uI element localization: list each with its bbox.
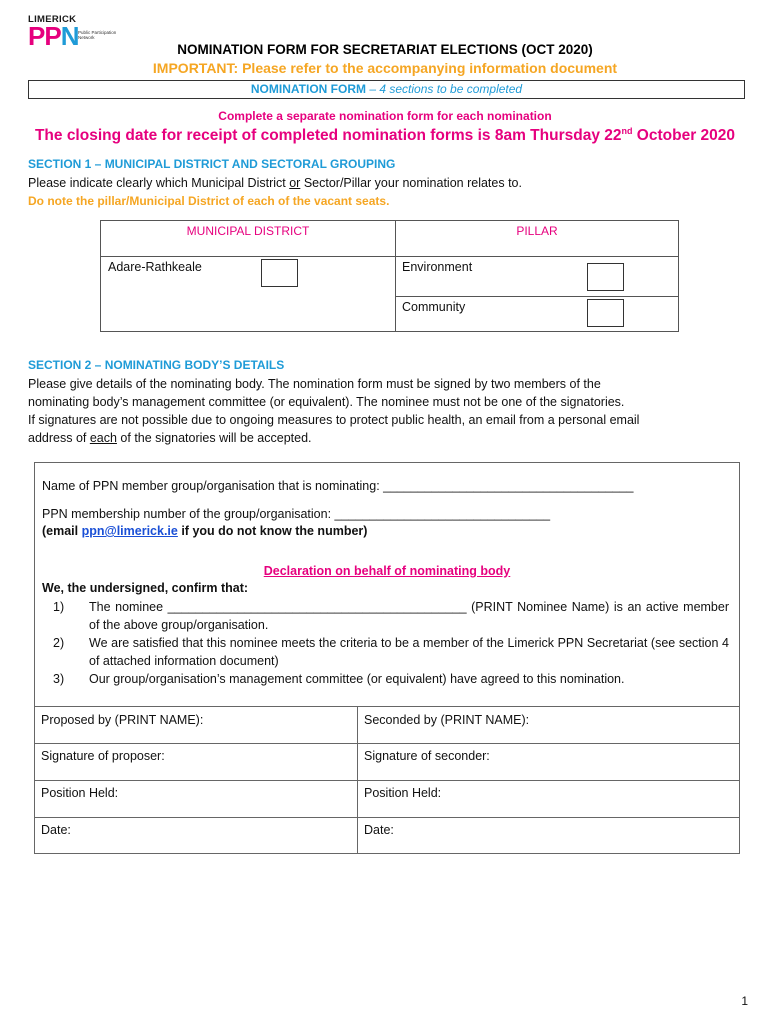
section2-p4-each: each [89,431,117,445]
logo-limerick-text: LIMERICK [28,14,77,25]
group-name-field[interactable]: Name of PPN member group/organisation that is nominating: ____________________________________ [42,479,634,493]
section2-p4-post: of the signatories will be accepted. [116,431,312,445]
declaration-item [53,670,729,688]
section2-para-line4 [28,429,312,447]
logo-tagline: Public Participation Network [78,30,117,40]
confirm-statement: We, the undersigned, confirm that: [42,581,249,595]
nomination-form-label: NOMINATION FORM [250,82,366,96]
proposer-position-field[interactable]: Position Held: [41,786,119,800]
section2-p4-pre: address of [28,431,90,445]
email-note [42,524,367,538]
email-link[interactable]: ppn@limerick.ie [81,524,178,538]
item-number: 2) [53,636,65,650]
district-checkbox[interactable] [261,259,298,287]
seconded-by-field[interactable]: Seconded by (PRINT NAME): [364,713,530,727]
seconder-date-field[interactable]: Date: [364,823,394,837]
table-divider [35,780,739,781]
page-number: 1 [741,994,748,1008]
district-pillar-table [100,220,679,332]
separate-form-note: Complete a separate nomination form for each nomination [218,109,552,123]
item-text: Our group/organisation’s management committee (or equivalent) have agreed to this nomination. [89,672,625,686]
section1-heading: SECTION 1 – MUNICIPAL DISTRICT AND SECTORAL GROUPING [28,157,396,171]
declaration-item [53,598,729,634]
column-header-district: MUNICIPAL DISTRICT [186,224,310,238]
declaration-item [53,634,729,670]
environment-checkbox[interactable] [587,263,624,291]
item-text[interactable]: The nominee ___________________________________________ (PRINT Nominee Name) is an active member of the above group/organisation. [89,600,729,632]
membership-number-field[interactable]: PPN membership number of the group/organisation: _______________________________ [42,507,551,521]
logo-ppn-n: N [60,21,79,51]
proposer-date-field[interactable]: Date: [41,823,71,837]
sections-note: 4 sections to be completed [379,82,523,96]
section1-instr-or: or [289,176,301,190]
signature-table [35,706,739,854]
closing-date-suffix: nd [621,126,633,136]
item-text: We are satisfied that this nominee meets the criteria to be a member of the Limerick PPN Secretariat (see section 4 of attached information document) [89,636,729,668]
closing-date [0,126,770,145]
pillar-environment: Environment [402,260,473,274]
item-number: 3) [53,672,65,686]
logo-ppn-p: PP [28,21,61,51]
closing-date-text: The closing date for receipt of completed nomination forms is 8am Thursday 22 [34,127,622,144]
section2-para-line3: If signatures are not possible due to ongoing measures to protect public health, an email from a personal email [28,413,640,427]
declaration-title: Declaration on behalf of nominating body [263,564,511,578]
section1-instructions [28,174,522,192]
nomination-form-banner [28,80,745,99]
community-checkbox[interactable] [587,299,624,327]
nominating-body-box [34,462,740,854]
section1-instr-pre: Please indicate clearly which Municipal District [28,176,290,190]
section1-instr-post: Sector/Pillar your nomination relates to. [300,176,522,190]
column-header-pillar: PILLAR [516,224,558,238]
section2-para-line2: nominating body’s management committee (or equivalent). The nominee must not be one of the signatories. [28,395,625,409]
banner-separator: – [366,82,380,96]
section2-heading: SECTION 2 – NOMINATING BODY’S DETAILS [28,358,285,372]
seconder-signature-field[interactable]: Signature of seconder: [364,749,490,763]
table-divider [395,296,678,297]
email-note-post: if you do not know the number) [177,524,368,538]
closing-date-month: October 2020 [632,127,736,144]
table-divider [35,743,739,744]
table-divider [35,817,739,818]
item-number: 1) [53,600,65,614]
important-notice: IMPORTANT: Please refer to the accompanying information document [152,60,618,76]
section1-note: Do note the pillar/Municipal District of each of the vacant seats. [28,194,390,208]
email-note-pre: (email [42,524,82,538]
form-title: NOMINATION FORM FOR SECRETARIAT ELECTIONS (OCT 2020) [177,42,593,57]
seconder-position-field[interactable]: Position Held: [364,786,442,800]
pillar-community: Community [402,300,466,314]
table-divider [101,256,678,257]
proposer-signature-field[interactable]: Signature of proposer: [41,749,165,763]
proposed-by-field[interactable]: Proposed by (PRINT NAME): [41,713,204,727]
district-adare-rathkeale: Adare-Rathkeale [108,260,202,274]
section2-para-line1: Please give details of the nominating body. The nomination form must be signed by two members of the [28,377,601,391]
